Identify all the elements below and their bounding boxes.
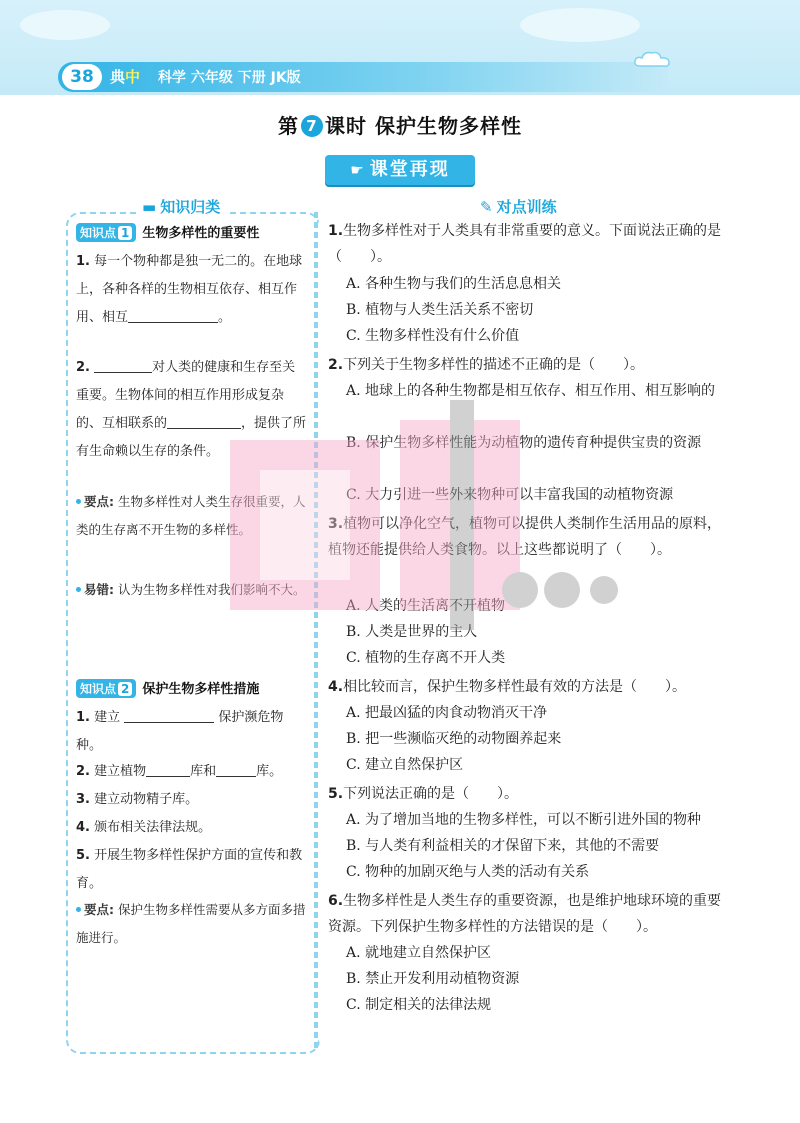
q5-option-b: B. 与人类有利益相关的才保留下来，其他的不需要 [346, 838, 660, 854]
question-6: 6.生物多样性是人类生存的重要资源，也是维护地球环境的重要资源。下列保护生物多样性的方法错误的是（ ）。 [328, 893, 722, 935]
folder-icon: ▬ [142, 198, 157, 216]
knowledge-point-2: 知识点 2 保护生物多样性措施 [76, 678, 259, 698]
kp2-item-1: 1. 建立 保护濒危物种。 [76, 710, 284, 753]
q3-option-c: C. 植物的生存离不开人类 [346, 650, 506, 666]
right-heading: ✎ 对点训练 [474, 196, 563, 217]
kp1-keypoint-note: 要点: 生物多样性对人类生存很重要，人类的生存离不开生物的多样性。 [76, 494, 306, 537]
fill-blank [124, 708, 214, 723]
page-number: 38 [62, 64, 102, 90]
question-5: 5.下列说法正确的是（ ）。 [328, 786, 519, 802]
lesson-title: 第 7 课时 保护生物多样性 [278, 114, 522, 138]
cloud-shape [520, 8, 640, 42]
fill-blank [167, 414, 241, 429]
q4-option-a: A. 把最凶猛的肉食动物消灭干净 [346, 705, 548, 721]
kp1-item-1: 1. 每一个物种都是独一无二的。在地球上，各种各样的生物相互依存、相互作用、相互 。 [76, 254, 303, 325]
question-1: 1.生物多样性对于人类具有非常重要的意义。下面说法正确的是（ ）。 [328, 223, 722, 265]
q5-option-c: C. 物种的加剧灭绝与人类的活动有关系 [346, 864, 590, 880]
fill-blank [94, 358, 152, 373]
q4-option-b: B. 把一些濒临灭绝的动物圈养起来 [346, 731, 562, 747]
knowledge-point-1: 知识点 1 生物多样性的重要性 [76, 222, 259, 242]
q3-option-a: A. 人类的生活离不开植物 [346, 598, 506, 614]
question-4: 4.相比较而言，保护生物多样性最有效的方法是（ ）。 [328, 679, 687, 695]
question-3: 3.植物可以净化空气，植物可以提供人类制作生活用品的原料，植物还能提供给人类食物。以上这些都说明了（ ）。 [328, 516, 722, 558]
cloud-icon [632, 48, 672, 70]
kp1-pitfall-note: 易错: 认为生物多样性对我们影响不大。 [76, 576, 308, 604]
book-info: 科学 六年级 下册 JK版 [158, 70, 301, 86]
q5-option-a: A. 为了增加当地的生物多样性，可以不断引进外国的物种 [346, 812, 702, 828]
page-header-bar [58, 62, 668, 92]
kp2-keypoint-note: 要点: 保护生物多样性需要从多方面多措施进行。 [76, 902, 306, 945]
q1-option-c: C. 生物多样性没有什么价值 [346, 328, 520, 344]
question-2: 2.下列关于生物多样性的描述不正确的是（ ）。 [328, 357, 645, 373]
left-heading: ▬ 知识归类 [136, 196, 226, 217]
section-banner: ☛ 课堂再现 [325, 155, 475, 185]
q1-option-a: A. 各种生物与我们的生活息息相关 [346, 276, 562, 292]
q1-option-b: B. 植物与人类生活关系不密切 [346, 302, 534, 318]
q6-option-a: A. 就地建立自然保护区 [346, 945, 492, 961]
kp2-item-3: 3. 建立动物精子库。 [76, 792, 199, 807]
fill-blank [128, 308, 188, 323]
q4-option-c: C. 建立自然保护区 [346, 757, 464, 773]
q3-option-b: B. 人类是世界的主人 [346, 624, 478, 640]
lesson-number-badge: 7 [301, 115, 323, 137]
kp1-item-2: 2. 对人类的健康和生存至关重要。生物体间的相互作用形成复杂的、互相联系的 ，提供了所有生命赖以生存的条件。 [76, 360, 307, 459]
q2-option-c: C. 大力引进一些外来物种可以丰富我国的动植物资源 [346, 487, 674, 503]
kp2-item-2: 2. 建立植物 库和 库。 [76, 764, 283, 779]
q2-option-b: B. 保护生物多样性能为动植物的遗传育种提供宝贵的资源 [346, 435, 702, 451]
q2-option-a: A. 地球上的各种生物都是相互依存、相互作用、相互影响的 [346, 383, 716, 399]
fill-blank [216, 762, 256, 777]
kp2-item-4: 4. 颁布相关法律法规。 [76, 820, 212, 835]
cloud-shape [20, 10, 110, 40]
pointing-hand-icon: ☛ [350, 161, 366, 179]
fill-blank [188, 308, 218, 323]
pencil-icon: ✎ [480, 198, 493, 216]
kp2-item-5: 5. 开展生物多样性保护方面的宣传和教育。 [76, 848, 303, 891]
fill-blank [146, 762, 190, 777]
q6-option-b: B. 禁止开发利用动植物资源 [346, 971, 520, 987]
brand-logo: 典中 [110, 68, 141, 86]
q6-option-c: C. 制定相关的法律法规 [346, 997, 492, 1013]
